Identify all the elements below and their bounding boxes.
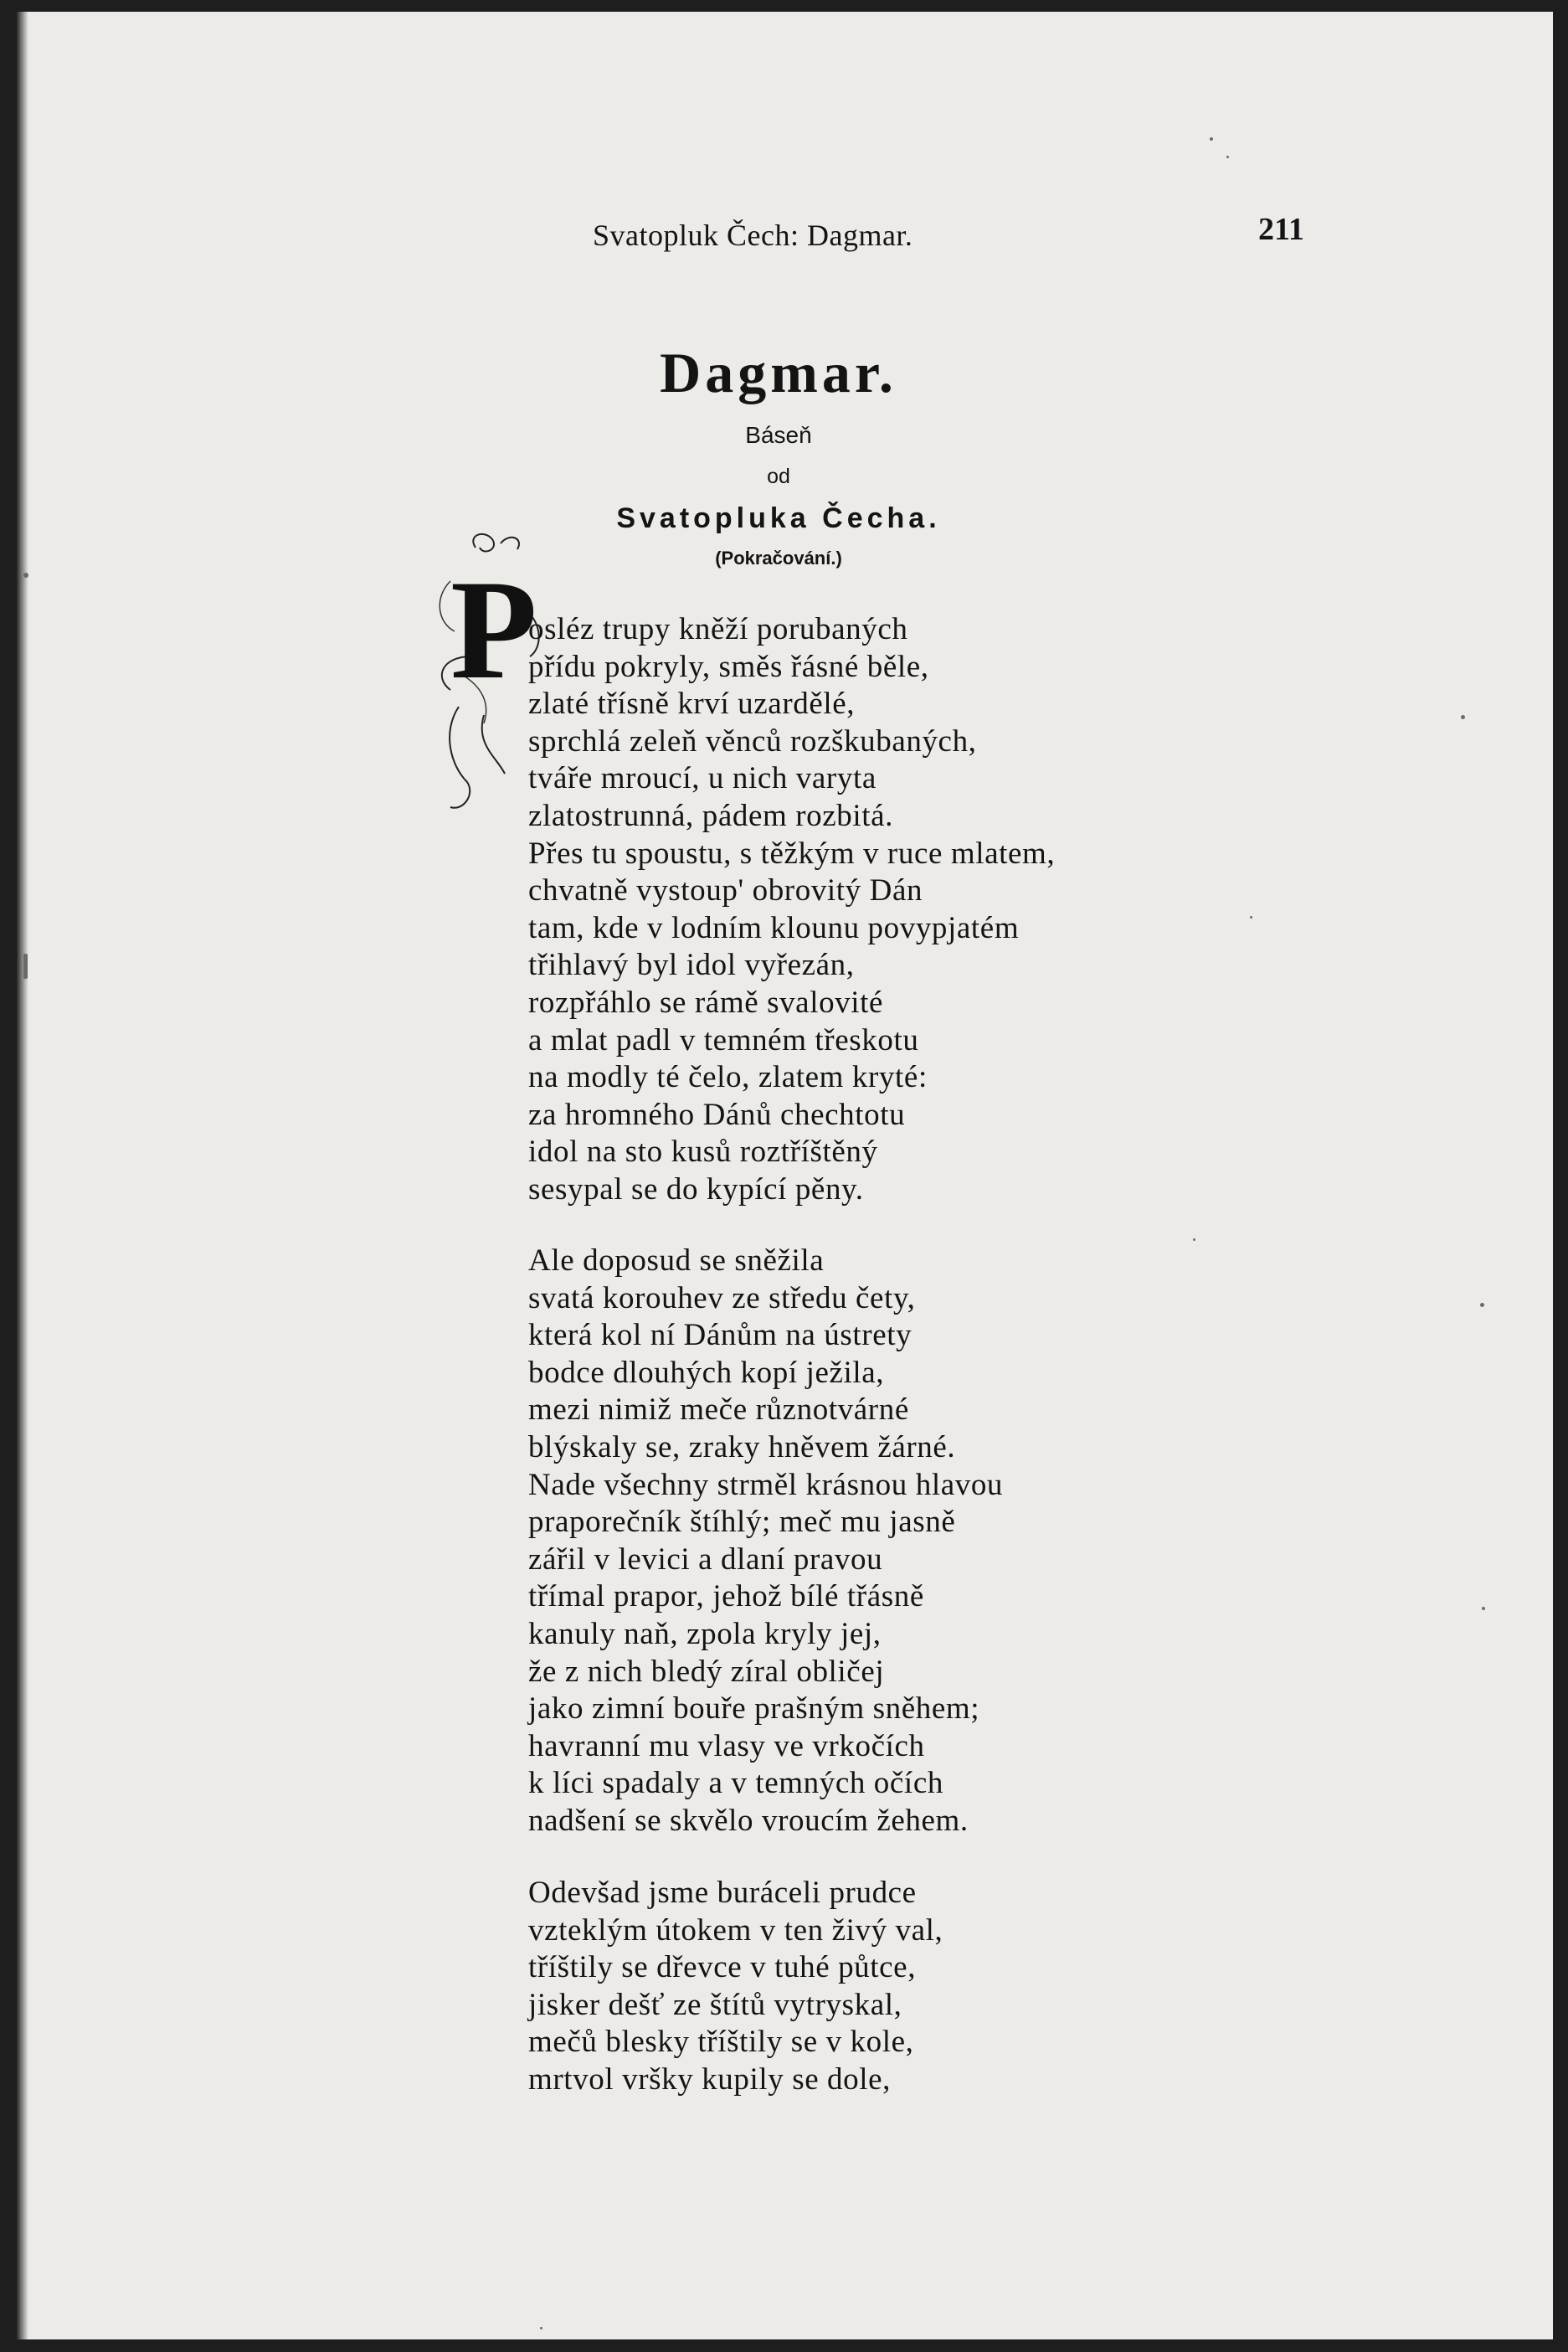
verse-line: zářil v levici a dlaní pravou [528,1541,883,1577]
verse-line: idol na sto kusů roztříštěný [528,1135,878,1170]
verse-line: mečů blesky tříštily se v kole, [528,2025,914,2060]
author-preposition: od [767,465,790,488]
verse-line: Přes tu spoustu, s těžkým v ruce mlatem, [528,836,1056,871]
verse-line: sprchlá zeleň věnců rozškubaných, [528,723,977,759]
paper-speck [1461,715,1465,719]
verse-line: Ale doposud se sněžila [528,1243,825,1278]
verse-line: bodce dlouhých kopí ježila, [528,1355,885,1390]
svg-text:P: P [450,551,537,708]
verse-line: havranní mu vlasy ve vrkočích [528,1728,925,1763]
stanza-2 [528,1243,1003,1840]
paper-speck [1482,1607,1485,1610]
verse-line: na modly té čelo, zlatem kryté: [528,1060,928,1095]
verse-line: třihlavý byl idol vyřezán, [528,948,855,983]
verse-line: Odevšad jsme buráceli prudce [528,1876,917,1910]
verse-line: jisker dešť ze štítů vytryskal, [528,1987,902,2022]
verse-line: k líci spadaly a v temných očích [528,1766,943,1801]
continuation-note: (Pokračování.) [715,548,842,569]
verse-line: že z nich bledý zíral obličej [528,1654,885,1689]
paper-speck [1480,1303,1484,1307]
verse-line: svatá korouhev ze středu čety, [528,1280,916,1315]
verse-line: nadšení se skvělo vroucím žehem. [528,1803,969,1838]
verse-line: chvatně vystoup' obrovitý Dán [528,873,923,908]
running-title: Svatopluk Čech: Dagmar. [593,219,913,252]
paper-speck [540,2327,542,2329]
paper-speck [1193,1238,1195,1241]
verse-line: vzteklým útokem v ten živý val, [528,1912,943,1948]
verse-line: osléz trupy kněží porubaných [528,612,908,646]
verse-line: která kol ní Dánům na ústrety [528,1318,913,1353]
verse-line: tříštily se dřevce v tuhé půtce, [528,1950,917,1985]
paper-speck [23,573,28,578]
verse-line: tváře mroucí, u nich varyta [528,761,877,796]
verse-line: zlaté třísně krví uzardělé, [528,687,856,722]
paper-speck [1226,156,1229,158]
verse-line: mrtvol vršky kupily se dole, [528,2061,892,2097]
verse-line: mezi nimiž meče různotvárné [528,1392,909,1428]
verse-line: praporečník štíhlý; meč mu jasně [528,1505,956,1540]
paper-speck [1210,137,1213,141]
book-page [17,12,1553,2339]
poem-title: Dagmar. [660,341,897,404]
verse-line: jako zimní bouře prašným sněhem; [528,1691,980,1727]
stanza-3 [528,1875,943,2099]
verse-line: zlatostrunná, pádem rozbitá. [528,798,893,833]
poem-subtitle: Báseň [745,422,812,448]
verse-line: Nade všechny strměl krásnou hlavou [528,1467,1004,1502]
author-name: Svatopluka Čecha. [616,502,941,534]
verse-line: sesypal se do kypící pěny. [528,1171,864,1207]
paper-speck [23,954,28,979]
stanza-1 [528,611,1055,1209]
verse-line: tam, kde v lodním klounu povypjatém [528,910,1020,945]
paper-speck [1250,916,1252,919]
verse-line: za hromného Dánů chechtotu [528,1097,906,1132]
verse-line: přídu pokryly, směs řásné běle, [528,649,929,684]
verse-line: rozpřáhlo se rámě svalovité [528,985,884,1020]
page-number: 211 [1258,212,1304,247]
verse-line: kanuly naň, zpola kryly jej, [528,1616,882,1651]
verse-line: blýskaly se, zraky hněvem žárné. [528,1429,956,1464]
binding-shadow [17,12,28,2339]
verse-line: třímal prapor, jehož bílé třásně [528,1579,924,1614]
verse-line: a mlat padl v temném třeskotu [528,1022,919,1058]
